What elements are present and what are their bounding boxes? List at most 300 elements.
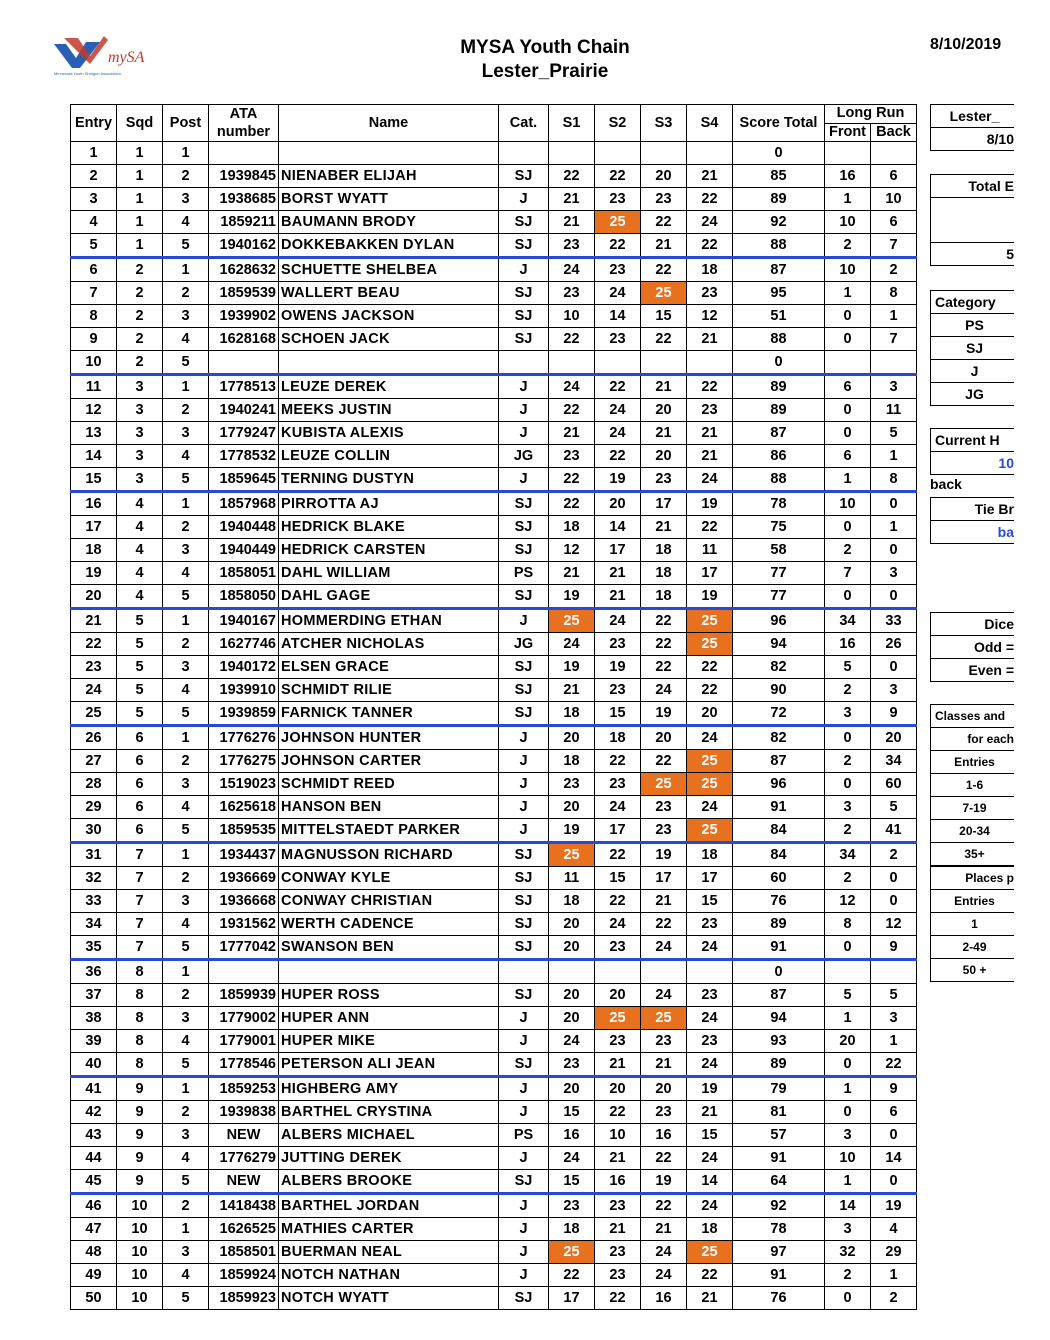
cell-s4: 24 [687,1194,733,1218]
cell-name: BUERMAN NEAL [279,1241,499,1264]
cell-ata: 1939859 [209,702,279,726]
side-category-box [930,290,1014,406]
cell-entry: 37 [71,984,117,1007]
cell-cat: J [499,819,549,843]
side-classes-line1: Classes and [931,705,1014,728]
side-category-header: Category [931,291,1014,314]
cell-back: 6 [871,165,917,188]
cell-post: 2 [163,750,209,773]
cell-back: 41 [871,819,917,843]
cell-sqd: 4 [117,492,163,516]
cell-entry: 34 [71,913,117,936]
cell-sqd: 4 [117,539,163,562]
cell-entry: 29 [71,796,117,819]
cell-post: 1 [163,609,209,633]
cell-s3: 23 [641,1030,687,1053]
cell-cat: J [499,188,549,211]
cell-entry: 39 [71,1030,117,1053]
table-row [71,492,917,516]
cell-s1: 20 [549,1007,595,1030]
cell-s2: 22 [595,234,641,258]
cell-sqd: 5 [117,633,163,656]
cell-ata: 1940448 [209,516,279,539]
cell-cat: J [499,1147,549,1170]
table-row [71,867,917,890]
cell-back: 26 [871,633,917,656]
cell-total: 0 [733,351,825,375]
cell-sqd: 9 [117,1101,163,1124]
side-back-label: back [930,476,962,492]
cell-s3: 19 [641,702,687,726]
cell-total: 88 [733,328,825,351]
cell-cat: SJ [499,211,549,234]
cell-front: 1 [825,1170,871,1194]
cell-s4: 11 [687,539,733,562]
cell-s4: 21 [687,165,733,188]
cell-s2: 17 [595,539,641,562]
cell-cat: SJ [499,305,549,328]
cell-cat: J [499,1194,549,1218]
cell-post: 5 [163,351,209,375]
cell-post: 4 [163,328,209,351]
cell-ata: 1936669 [209,867,279,890]
cell-ata [209,960,279,984]
cell-entry: 9 [71,328,117,351]
cell-front: 0 [825,328,871,351]
cell-post: 5 [163,702,209,726]
cell-back: 0 [871,492,917,516]
cell-name: LEUZE COLLIN [279,445,499,468]
side-current-value: 10 [998,455,1014,471]
cell-post: 3 [163,1241,209,1264]
cell-post: 5 [163,468,209,492]
cell-post: 1 [163,1218,209,1241]
cell-entry: 12 [71,399,117,422]
cell-entry: 20 [71,585,117,609]
cell-cat: SJ [499,516,549,539]
cell-s1: 20 [549,726,595,750]
cell-entry: 45 [71,1170,117,1194]
cell-sqd: 7 [117,913,163,936]
cell-s1: 25 [549,609,595,633]
cell-entry: 47 [71,1218,117,1241]
cell-post: 2 [163,516,209,539]
cell-name: KUBISTA ALEXIS [279,422,499,445]
cell-sqd: 3 [117,422,163,445]
side-classes-r3: 20-34 [931,820,1014,843]
table-row [71,679,917,702]
cell-post: 5 [163,1053,209,1077]
cell-front: 6 [825,375,871,399]
cell-entry: 31 [71,843,117,867]
cell-s1 [549,142,595,165]
cell-s2: 16 [595,1170,641,1194]
cell-s4: 23 [687,1030,733,1053]
cell-s4: 14 [687,1170,733,1194]
cell-front: 1 [825,282,871,305]
cell-entry: 19 [71,562,117,585]
cell-s1: 20 [549,984,595,1007]
cell-name: SWANSON BEN [279,936,499,960]
cell-total: 90 [733,679,825,702]
cell-s4: 23 [687,984,733,1007]
cell-s1: 23 [549,1053,595,1077]
cell-sqd: 7 [117,936,163,960]
cell-back: 12 [871,913,917,936]
cell-s2: 23 [595,773,641,796]
cell-ata: 1859211 [209,211,279,234]
cell-s4: 15 [687,1124,733,1147]
cell-total: 91 [733,796,825,819]
cell-post: 5 [163,819,209,843]
cell-back: 0 [871,585,917,609]
cell-sqd: 7 [117,867,163,890]
cell-s4: 23 [687,399,733,422]
cell-post: 1 [163,142,209,165]
cell-ata: 1778532 [209,445,279,468]
cell-s4: 24 [687,936,733,960]
table-row [71,351,917,375]
cell-s2: 22 [595,843,641,867]
cell-s4: 18 [687,258,733,282]
cell-s2: 19 [595,656,641,679]
cell-post: 3 [163,656,209,679]
cell-total: 58 [733,539,825,562]
cell-front: 0 [825,726,871,750]
cell-ata: 1859253 [209,1077,279,1101]
cell-sqd: 1 [117,188,163,211]
cell-cat: SJ [499,656,549,679]
score-table [70,104,917,1310]
cell-front: 3 [825,796,871,819]
cell-s1: 19 [549,819,595,843]
cell-s2: 20 [595,1077,641,1101]
table-row [71,375,917,399]
cell-cat: J [499,1077,549,1101]
cell-ata: 1939902 [209,305,279,328]
cell-sqd: 6 [117,796,163,819]
cell-s2: 23 [595,679,641,702]
cell-s1: 18 [549,890,595,913]
cell-cat: SJ [499,702,549,726]
cell-front: 0 [825,585,871,609]
cell-s3: 18 [641,585,687,609]
cell-post: 4 [163,679,209,702]
cell-front: 2 [825,539,871,562]
cell-ata: 1931562 [209,913,279,936]
side-dice-even: Even = [968,662,1014,678]
cell-s4: 19 [687,492,733,516]
cell-ata [209,351,279,375]
table-row [71,609,917,633]
cell-ata: 1628632 [209,258,279,282]
cell-s3: 15 [641,305,687,328]
cell-name: BARTHEL JORDAN [279,1194,499,1218]
cell-post: 4 [163,1030,209,1053]
table-row [71,211,917,234]
cell-s3: 22 [641,1147,687,1170]
cell-front: 2 [825,750,871,773]
cell-s1: 22 [549,328,595,351]
cell-post: 1 [163,1077,209,1101]
cell-back: 7 [871,328,917,351]
cell-cat: J [499,422,549,445]
cell-sqd: 8 [117,960,163,984]
cell-s4: 21 [687,445,733,468]
cell-s3: 23 [641,468,687,492]
cell-name: HOMMERDING ETHAN [279,609,499,633]
cell-cat: SJ [499,492,549,516]
cell-sqd: 5 [117,609,163,633]
cell-front: 1 [825,1007,871,1030]
cell-back [871,351,917,375]
cell-s1: 20 [549,913,595,936]
cell-s1: 18 [549,750,595,773]
cell-s1: 23 [549,282,595,305]
cell-s2: 24 [595,796,641,819]
cell-s3: 24 [641,679,687,702]
cell-total: 89 [733,913,825,936]
cell-s4: 22 [687,1264,733,1287]
cell-front: 3 [825,1124,871,1147]
cell-s2: 21 [595,1218,641,1241]
side-classes-r1: 1-6 [931,774,1014,797]
table-row [71,1077,917,1101]
cell-s3: 20 [641,1077,687,1101]
cell-s2: 22 [595,445,641,468]
cell-entry: 50 [71,1287,117,1310]
cell-s2: 20 [595,492,641,516]
side-current-box [930,428,1014,475]
cell-s3: 25 [641,773,687,796]
cell-sqd: 2 [117,351,163,375]
cell-s2: 20 [595,984,641,1007]
cell-ata: 1859645 [209,468,279,492]
table-row [71,633,917,656]
table-row [71,984,917,1007]
table-row [71,656,917,679]
cell-s1: 24 [549,1147,595,1170]
cell-name: HANSON BEN [279,796,499,819]
cell-name: BAUMANN BRODY [279,211,499,234]
cell-post: 1 [163,843,209,867]
cell-s1: 20 [549,936,595,960]
cell-post: 2 [163,867,209,890]
cell-s2: 21 [595,562,641,585]
cell-s1: 15 [549,1101,595,1124]
side-event-date: 8/10 [986,131,1014,147]
cell-front: 0 [825,1101,871,1124]
cell-cat: SJ [499,867,549,890]
cell-s4: 24 [687,726,733,750]
cell-cat: SJ [499,328,549,351]
cell-s1: 22 [549,468,595,492]
cell-front: 12 [825,890,871,913]
cell-front: 2 [825,819,871,843]
cell-back: 6 [871,211,917,234]
cell-sqd: 9 [117,1077,163,1101]
cell-s3: 20 [641,165,687,188]
cell-sqd: 2 [117,305,163,328]
side-classes-r2: 7-19 [931,797,1014,820]
cell-s3: 22 [641,211,687,234]
cell-s4: 25 [687,773,733,796]
cell-s1: 23 [549,1194,595,1218]
cell-cat: JG [499,633,549,656]
cell-sqd: 1 [117,211,163,234]
side-dice-odd: Odd = [931,636,1014,659]
cell-s3: 17 [641,867,687,890]
cell-entry: 36 [71,960,117,984]
cell-ata: 1625618 [209,796,279,819]
cell-post: 1 [163,726,209,750]
cell-sqd: 3 [117,399,163,422]
cell-s4: 17 [687,867,733,890]
cell-s1: 21 [549,422,595,445]
cell-s1: 18 [549,516,595,539]
cell-front: 20 [825,1030,871,1053]
cell-s3: 25 [641,282,687,305]
cell-front: 7 [825,562,871,585]
cell-back: 1 [871,1030,917,1053]
cell-total: 93 [733,1030,825,1053]
cell-post: 1 [163,375,209,399]
cell-back: 0 [871,1170,917,1194]
cell-total: 91 [733,936,825,960]
cell-cat: SJ [499,913,549,936]
cell-entry: 8 [71,305,117,328]
cell-cat: SJ [499,843,549,867]
cell-total: 96 [733,773,825,796]
cell-s2: 23 [595,633,641,656]
cell-s3: 22 [641,750,687,773]
cell-s1: 21 [549,188,595,211]
table-row [71,188,917,211]
cell-s3: 22 [641,913,687,936]
cell-front: 0 [825,399,871,422]
cell-s1: 23 [549,234,595,258]
cell-s1: 16 [549,1124,595,1147]
cell-s4: 21 [687,328,733,351]
cell-s3: 16 [641,1124,687,1147]
cell-sqd: 10 [117,1264,163,1287]
cell-front [825,960,871,984]
event-date: 8/10/2019 [930,36,1002,53]
cell-entry: 30 [71,819,117,843]
cell-name: MAGNUSSON RICHARD [279,843,499,867]
cell-name: BORST WYATT [279,188,499,211]
table-row [71,1053,917,1077]
cell-name: SCHOEN JACK [279,328,499,351]
table-row [71,796,917,819]
cell-cat: J [499,1264,549,1287]
cell-total: 88 [733,234,825,258]
cell-name: SCHMIDT REED [279,773,499,796]
cell-front: 1 [825,468,871,492]
cell-ata: 1776275 [209,750,279,773]
header-sqd: Sqd [117,105,163,142]
table-row [71,1124,917,1147]
header-cat: Cat. [499,105,549,142]
cell-s1: 19 [549,656,595,679]
cell-s2: 10 [595,1124,641,1147]
cell-ata [209,142,279,165]
table-row [71,165,917,188]
cell-s3: 22 [641,609,687,633]
side-dice-box [930,612,1014,682]
cell-cat: SJ [499,1170,549,1194]
cell-s1 [549,351,595,375]
logo-text: mySA [108,49,145,66]
table-row [71,913,917,936]
cell-s3: 20 [641,399,687,422]
cell-front: 16 [825,165,871,188]
cell-total: 0 [733,142,825,165]
cell-front: 0 [825,936,871,960]
cell-cat: J [499,1218,549,1241]
cell-name: HUPER ANN [279,1007,499,1030]
cell-sqd: 6 [117,726,163,750]
cell-s1: 17 [549,1287,595,1310]
cell-post: 3 [163,422,209,445]
cell-back: 34 [871,750,917,773]
cell-s3: 23 [641,1101,687,1124]
table-row [71,1147,917,1170]
cell-total: 84 [733,843,825,867]
cell-s2: 14 [595,516,641,539]
cell-front: 3 [825,1218,871,1241]
cell-back: 3 [871,1007,917,1030]
cell-front: 1 [825,1077,871,1101]
cell-s4: 24 [687,468,733,492]
cell-cat: JG [499,445,549,468]
table-row [71,399,917,422]
cell-s3: 22 [641,1194,687,1218]
cell-entry: 3 [71,188,117,211]
cell-ata: 1858501 [209,1241,279,1264]
table-row [71,328,917,351]
cell-post: 1 [163,258,209,282]
cell-s3 [641,142,687,165]
cell-s4: 22 [687,234,733,258]
cell-post: 4 [163,913,209,936]
cell-post: 4 [163,211,209,234]
cell-entry: 27 [71,750,117,773]
cell-name: JOHNSON HUNTER [279,726,499,750]
cell-entry: 33 [71,890,117,913]
header-front: Front [825,123,871,142]
cell-total: 82 [733,726,825,750]
cell-back: 0 [871,539,917,562]
cell-s1: 10 [549,305,595,328]
header-s4: S4 [687,105,733,142]
cell-name: SCHUETTE SHELBEA [279,258,499,282]
cell-s4: 22 [687,656,733,679]
table-row [71,142,917,165]
cell-cat: SJ [499,282,549,305]
cell-ata: NEW [209,1170,279,1194]
cell-s2: 23 [595,1241,641,1264]
cell-cat: J [499,773,549,796]
cell-ata: 1934437 [209,843,279,867]
cell-s3: 21 [641,1053,687,1077]
cell-entry: 10 [71,351,117,375]
cell-name: ATCHER NICHOLAS [279,633,499,656]
cell-front: 10 [825,258,871,282]
cell-back: 0 [871,890,917,913]
cell-total: 97 [733,1241,825,1264]
cell-s4: 15 [687,890,733,913]
